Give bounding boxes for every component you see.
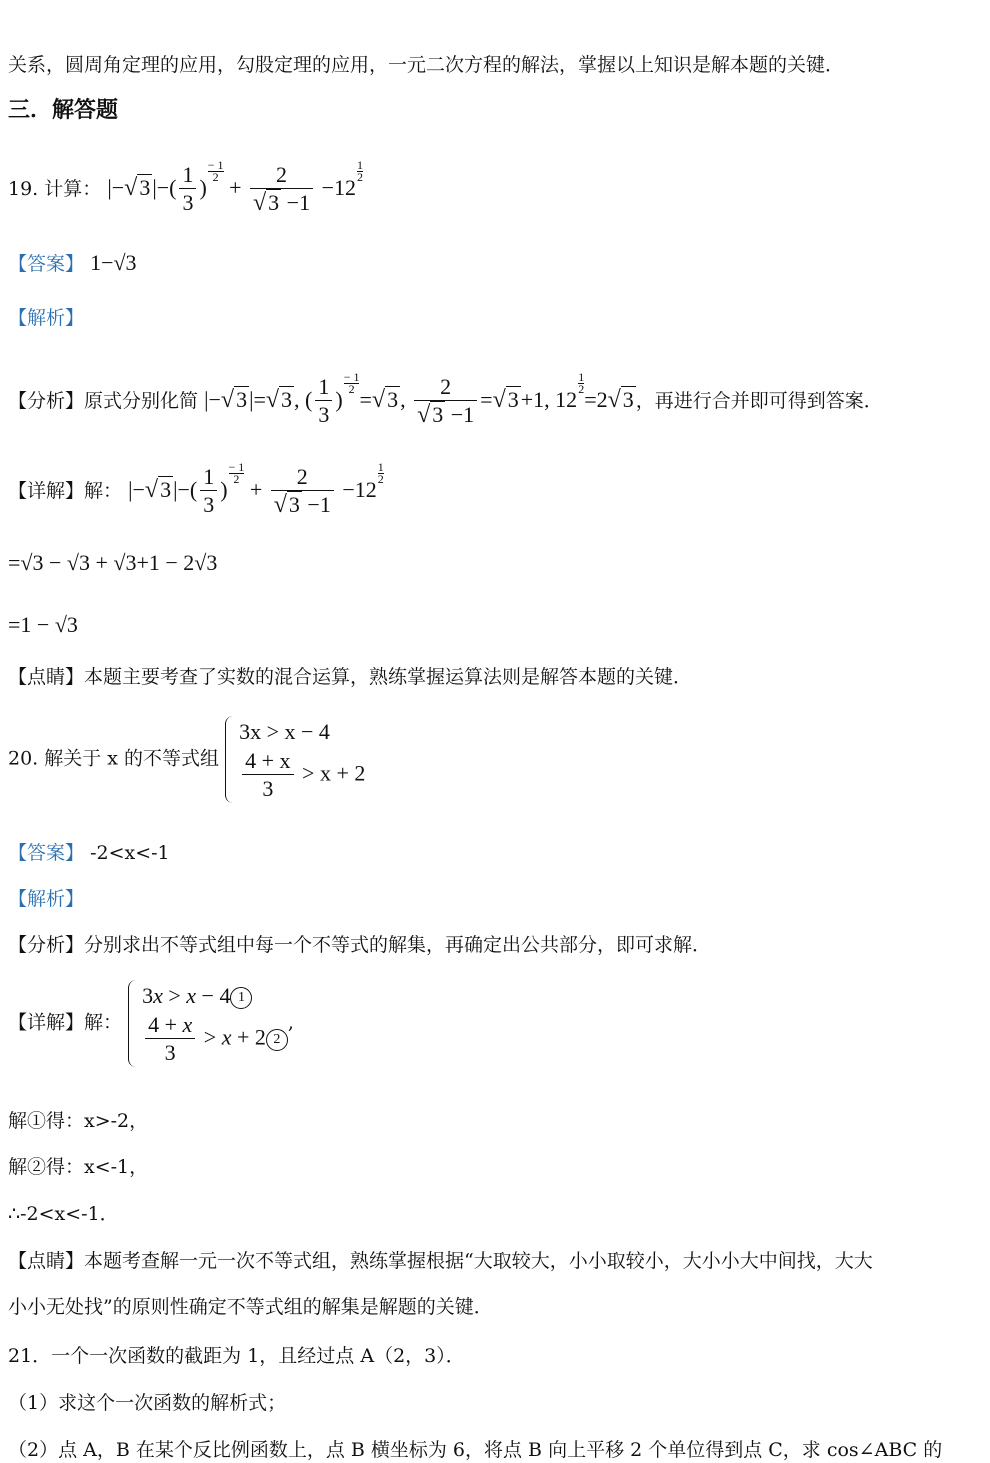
q19-number: 19. xyxy=(8,178,39,200)
q20-dianjing xyxy=(8,1248,873,1274)
q21-statement: 21．一个一次函数的截距为 1，且经过点 A（2，3）． xyxy=(8,1345,465,1367)
dianjing-text: 本题主要考查了实数的混合运算，熟练掌握运算法则是解答本题的关键． xyxy=(84,666,693,688)
q20-answer-value: -2<x<-1 xyxy=(90,842,170,864)
dianjing-tag: 【点睛】 xyxy=(8,666,85,688)
fenxi-text: 原式分别化简 xyxy=(84,390,199,412)
q19-answer xyxy=(8,250,137,277)
q20-system xyxy=(225,716,365,803)
q19-statement xyxy=(8,160,363,217)
answer-tag: 【答案】 xyxy=(8,842,85,864)
answer-tag: 【答案】 xyxy=(8,253,85,275)
xiangjie-tag: 【详解】 xyxy=(8,480,85,502)
q19-prompt: 计算： xyxy=(44,178,102,200)
q20-ineq1: 3x > x − 4 xyxy=(239,719,330,744)
q20-xiangjie: 【详解】解： 3x > x − 4 1 $\frac{4 + x}{3}$ > x + 2 2 , xyxy=(8,980,294,1067)
dianjing-text: 本题考查解一元一次不等式组，熟练掌握根据“大取较大，小小取较小，大小小大中间找，大大 xyxy=(84,1250,873,1272)
q20-fenxi xyxy=(8,932,711,958)
q21-part1: （1）求这个一次函数的解析式； xyxy=(8,1392,287,1414)
q19-answer-value: 1−√3 xyxy=(90,250,137,275)
labeled-ineq1: 3x > x − 4 1 xyxy=(142,980,288,1012)
q20-sol1: 解①得：x>-2， xyxy=(8,1110,149,1132)
q19-step2: =1 − √3 xyxy=(8,612,78,637)
q20-system-labeled xyxy=(128,980,288,1067)
q20-statement xyxy=(8,716,365,803)
q20-number: 20. xyxy=(8,747,39,770)
q19-step1: =√3 − √3 + √3+1 − 2√3 xyxy=(8,550,218,575)
q21-part2: （2）点 A，B 在某个反比例函数上，点 B 横坐标为 6，将点 B 向上平移 2 个单位得到点 C，求 cos∠ABC 的 xyxy=(8,1439,943,1461)
q20-sol3: ∴-2<x<-1． xyxy=(8,1203,119,1225)
q19-analysis-tag: 【解析】 xyxy=(8,307,85,329)
labeled-ineq2: $\frac{4 + x}{3}$ > x + 2 2 xyxy=(142,1012,288,1067)
section-title: 三．解答题 xyxy=(8,98,119,123)
q20-sol2: 解②得：x<-1， xyxy=(8,1156,149,1178)
q20-dianjing-cont: 小小无处找”的原则性确定不等式组的解集是解题的关键． xyxy=(8,1296,493,1318)
q20-ineq2: $\frac{4 + x}{3}$ > x + 2 xyxy=(239,748,365,803)
q19-dianjing xyxy=(8,664,692,690)
xiangjie-text: 解： xyxy=(84,480,123,502)
xiangjie-text: 解： xyxy=(84,1011,123,1034)
fenxi-text-end: ，再进行合并即可得到答案． xyxy=(635,390,883,412)
q20-analysis-tag: 【解析】 xyxy=(8,888,85,910)
q19-xiangjie xyxy=(8,462,384,519)
brace-icon xyxy=(225,716,236,803)
q19-fenxi xyxy=(8,372,883,429)
dianjing-tag: 【点睛】 xyxy=(8,1250,85,1272)
xiangjie-expression: |−√3|−( $\frac{1}{3}$ ) $\frac{- 1}{2}$ + $\frac{2}{√3 -1}$ −12 $\frac{1}{2}$ xyxy=(128,460,384,519)
q19-expression: |−√3|−( $\frac{1}{3}$ ) $\frac{- 1}{2}$ + $\frac{2}{√3 -1}$ −12 $\frac{1}{2}$ xyxy=(107,158,363,217)
q20-answer xyxy=(8,840,170,866)
brace-icon xyxy=(128,980,139,1067)
fenxi-math: |−√3|=√3, ( $\frac{1}{3}$ ) $\frac{- 1}{2}$ =√3, $\frac{2}{√3 -1}$ =√3+1, 12 $\frac{1}{2}$ =2√3 xyxy=(204,370,634,429)
fenxi-tag: 【分析】 xyxy=(8,934,85,956)
continued-text: 关系，圆周角定理的应用，勾股定理的应用，一元二次方程的解法，掌握以上知识是解本题的关键． xyxy=(8,54,845,76)
xiangjie-tag: 【详解】 xyxy=(8,1011,85,1034)
fenxi-text: 分别求出不等式组中每一个不等式的解集，再确定出公共部分，即可求解． xyxy=(84,934,712,956)
fenxi-tag: 【分析】 xyxy=(8,390,85,412)
q20-prompt: 解关于 x 的不等式组 xyxy=(44,747,220,770)
